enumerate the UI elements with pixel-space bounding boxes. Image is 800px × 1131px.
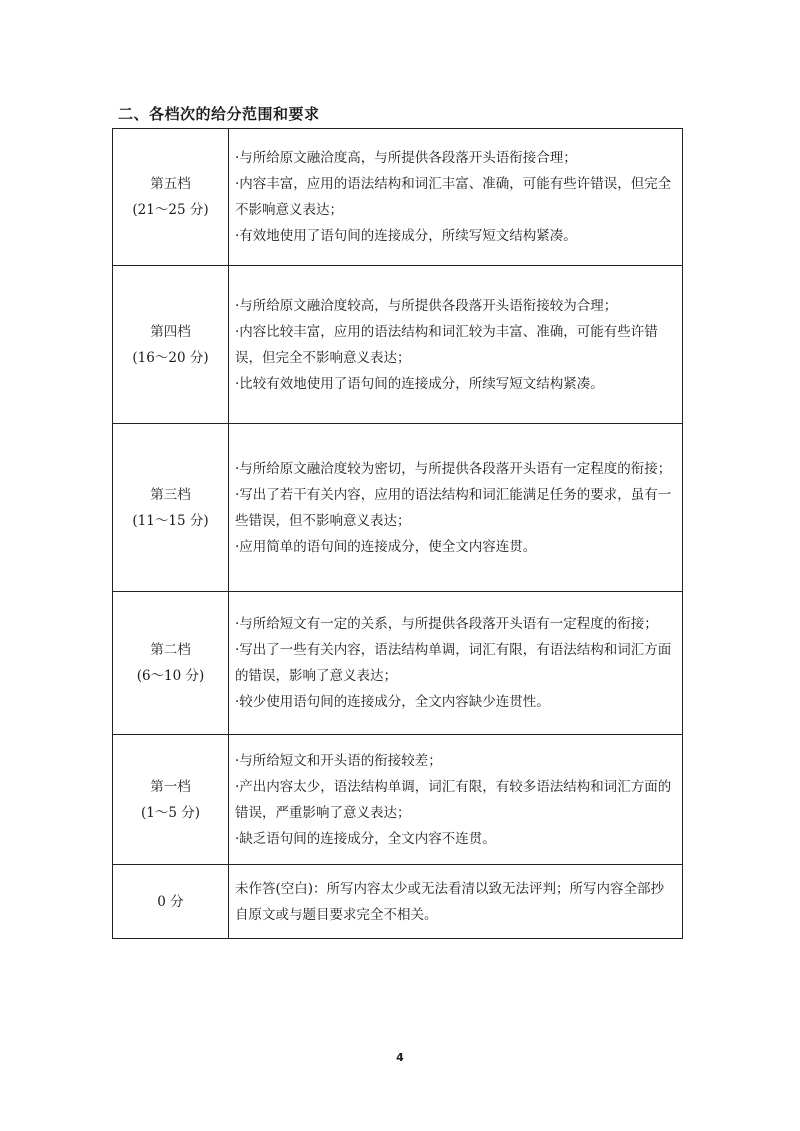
level-cell: [113, 266, 229, 424]
criterion-line: 未作答(空白)：所写内容太少或无法看清以致无法评判；所写内容全部抄自原文或与题目要求完全不相关。: [235, 880, 665, 923]
level-cell: [113, 865, 229, 939]
criterion-line: ·产出内容太少，语法结构单调，词汇有限，有较多语法结构和词汇方面的错误，严重影响了意义表达；: [235, 778, 672, 821]
criterion-line: ·应用简单的语句间的连接成分，使全文内容连贯。: [235, 538, 537, 555]
criterion-line: ·与所给原文融洽度较高，与所提供各段落开头语衔接较为合理；: [235, 297, 618, 314]
criterion-line: ·比较有效地使用了语句间的连接成分，所续写短文结构紧凑。: [235, 375, 604, 392]
level-range: (1～5 分): [140, 804, 200, 821]
criterion-line: ·与所给短文有一定的关系，与所提供各段落开头语有一定程度的衔接；: [235, 616, 658, 632]
level-range: (16～20 分): [132, 349, 209, 366]
level-range: (21～25 分): [132, 202, 209, 218]
level-cell: [113, 592, 229, 735]
criterion-line: ·内容比较丰富，应用的语法结构和词汇较为丰富、准确，可能有些许错误，但完全不影响意义表达；: [235, 323, 658, 366]
description-cell: [229, 424, 683, 592]
table-row: [113, 592, 683, 735]
level-name: 第二档: [150, 642, 191, 658]
level-cell: [113, 424, 229, 592]
level-name: 第四档: [150, 323, 191, 340]
description-cell: [229, 592, 683, 735]
criterion-line: ·与所给原文融洽度高，与所提供各段落开头语衔接合理；: [235, 150, 577, 166]
criterion-line: ·缺乏语句间的连接成分，全文内容不连贯。: [235, 830, 496, 847]
table-row: [113, 129, 683, 266]
level-name: 第一档: [150, 778, 191, 795]
level-name: 0 分: [157, 893, 184, 910]
description-cell: [229, 865, 683, 939]
level-name: 第三档: [150, 486, 191, 503]
criterion-line: ·较少使用语句间的连接成分，全文内容缺少连贯性。: [235, 694, 550, 710]
criterion-line: ·有效地使用了语句间的连接成分，所续写短文结构紧凑。: [235, 228, 577, 244]
level-range: (6～10 分): [136, 668, 205, 684]
description-cell: [229, 266, 683, 424]
description-cell: [229, 735, 683, 865]
page-number: 4: [396, 1051, 404, 1064]
description-cell: [229, 129, 683, 266]
section-heading: 二、各档次的给分范围和要求: [118, 105, 320, 123]
grading-table: [112, 128, 683, 939]
table-row: [113, 735, 683, 865]
table-row: [113, 266, 683, 424]
level-cell: [113, 735, 229, 865]
level-range: (11～15 分): [132, 512, 209, 529]
criterion-line: ·与所给原文融洽度较为密切，与所提供各段落开头语有一定程度的衔接；: [235, 460, 672, 477]
criterion-line: ·内容丰富，应用的语法结构和词汇丰富、准确，可能有些许错误，但完全不影响意义表达；: [235, 176, 672, 218]
criterion-line: ·与所给短文和开头语的衔接较差；: [235, 752, 442, 769]
criterion-line: ·写出了若干有关内容，应用的语法结构和词汇能满足任务的要求，虽有一些错误，但不影响意义表达；: [235, 486, 672, 529]
table-row: [113, 865, 683, 939]
criterion-line: ·写出了一些有关内容，语法结构单调，词汇有限，有语法结构和词汇方面的错误，影响了意义表达；: [235, 642, 672, 684]
level-cell: [113, 129, 229, 266]
table-row: [113, 424, 683, 592]
level-name: 第五档: [150, 176, 191, 192]
